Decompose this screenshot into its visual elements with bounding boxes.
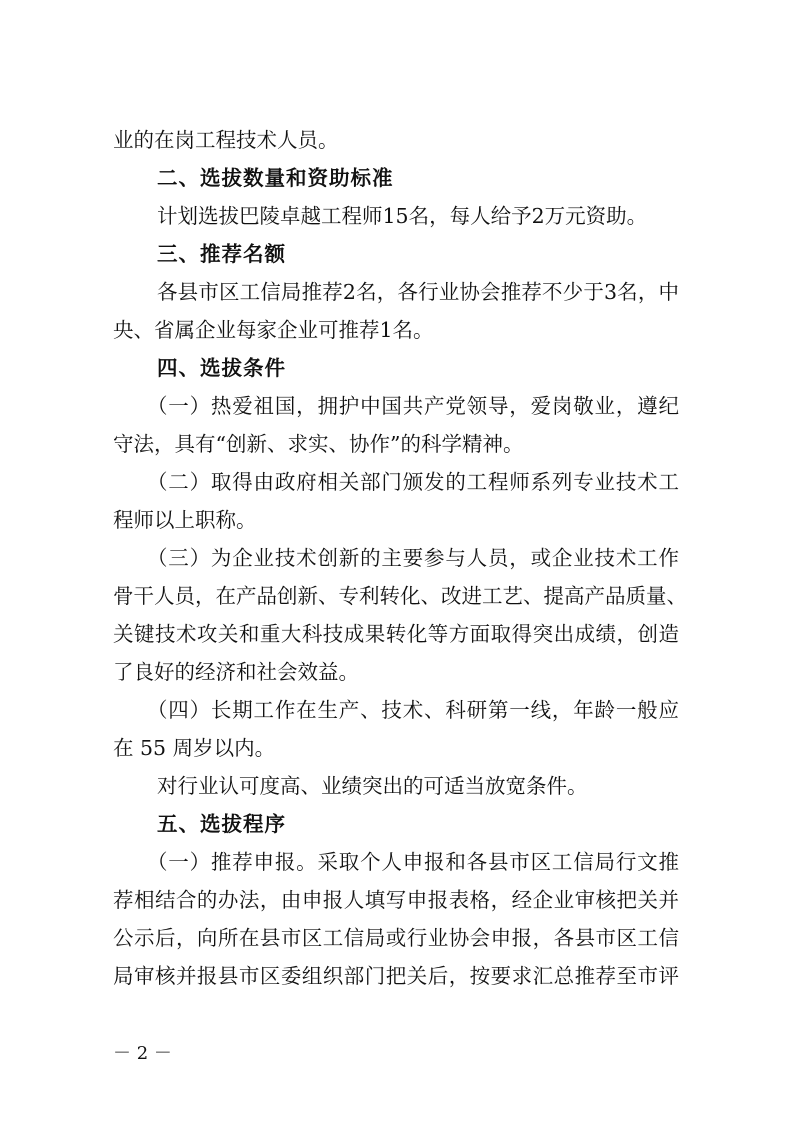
- paragraph-line: 程师以上职称。: [113, 508, 257, 532]
- paragraph-line: 业的在岗工程技术人员。: [113, 128, 339, 152]
- paragraph-line: 央、省属企业每家企业可推荐1名。: [113, 318, 434, 342]
- section-heading-3: 三、推荐名额: [157, 242, 286, 266]
- paragraph-line: 公示后，向所在县市区工信局或行业协会申报，各县市区工信: [113, 926, 679, 950]
- section-heading-4: 四、选拔条件: [157, 356, 286, 380]
- section-heading-2: 二、选拔数量和资助标准: [157, 166, 394, 190]
- paragraph-line: 荐相结合的办法，由申报人填写申报表格，经企业审核把关并: [113, 888, 679, 912]
- paragraph-line: 在 55 周岁以内。: [113, 736, 276, 760]
- paragraph-line: 计划选拔巴陵卓越工程师15名，每人给予2万元资助。: [157, 204, 648, 228]
- paragraph-line: 守法，具有“创新、求实、协作”的科学精神。: [113, 432, 524, 456]
- paragraph-line: （一）热爱祖国，拥护中国共产党领导，爱岗敬业，遵纪: [147, 394, 679, 418]
- section-heading-5: 五、选拔程序: [157, 812, 286, 836]
- paragraph-line: 对行业认可度高、业绩突出的可适当放宽条件。: [157, 774, 588, 798]
- paragraph-line: 各县市区工信局推荐2名，各行业协会推荐不少于3名，中: [157, 280, 679, 304]
- paragraph-line: （一）推荐申报。采取个人申报和各县市区工信局行文推: [147, 850, 679, 874]
- paragraph-line: （四）长期工作在生产、技术、科研第一线，年龄一般应: [147, 698, 679, 722]
- paragraph-line: （三）为企业技术创新的主要参与人员，或企业技术工作: [147, 546, 679, 570]
- paragraph-line: 关键技术攻关和重大科技成果转化等方面取得突出成绩，创造: [113, 622, 679, 646]
- paragraph-line: （二）取得由政府相关部门颁发的工程师系列专业技术工: [147, 470, 679, 494]
- paragraph-line: 局审核并报县市区委组织部门把关后，按要求汇总推荐至市评: [113, 964, 679, 988]
- paragraph-line: 骨干人员，在产品创新、专利转化、改进工艺、提高产品质量、: [113, 584, 687, 608]
- page-number: － 2 －: [113, 1043, 172, 1064]
- paragraph-line: 了良好的经济和社会效益。: [113, 660, 359, 684]
